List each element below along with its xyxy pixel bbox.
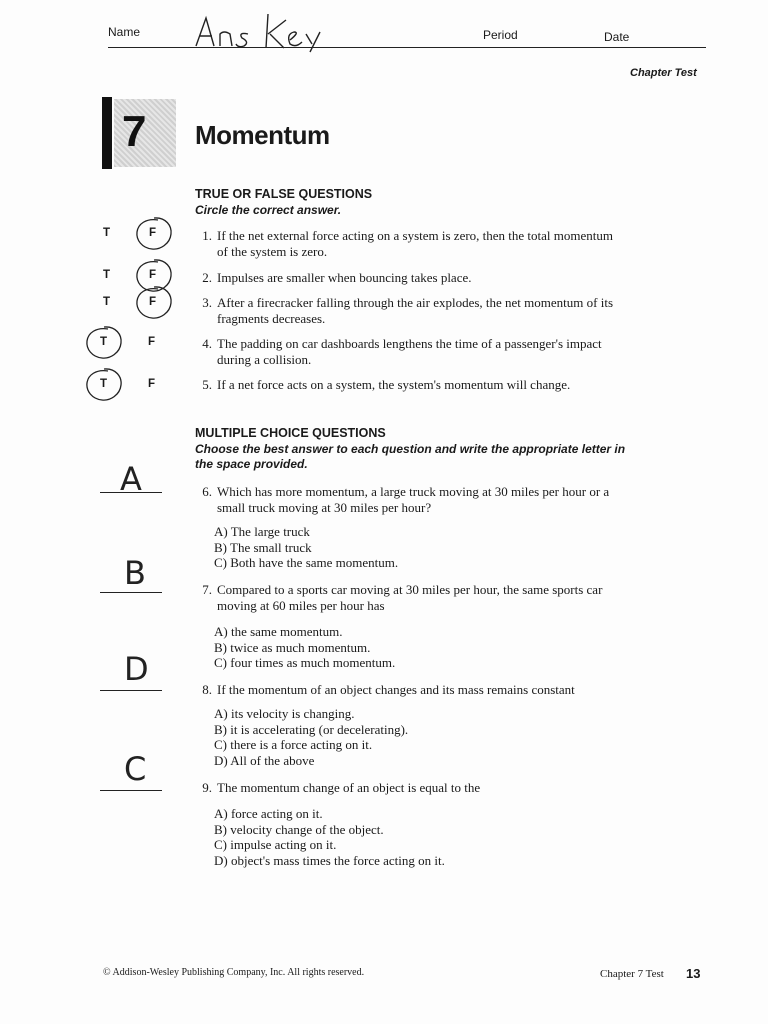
question-text	[217, 484, 609, 515]
question-text	[217, 336, 602, 367]
false-option[interactable]: F	[149, 296, 157, 308]
handwritten-answer: B	[124, 554, 146, 592]
question-line: After a firecracker falling through the air explodes, the net momentum of its	[217, 295, 613, 310]
question-line: The padding on car dashboards lengthens the time of a passenger's impact	[217, 336, 602, 351]
name-label: Name	[108, 25, 141, 39]
question-number: 3.	[202, 295, 212, 310]
question-line: If the net external force acting on a system is zero, then the total momentum	[217, 228, 614, 243]
true-option[interactable]: T	[100, 336, 108, 348]
question-number: 9.	[202, 780, 212, 795]
question-text	[217, 295, 613, 326]
answer-blank-line[interactable]	[100, 592, 162, 593]
chapter-number: 7	[122, 107, 147, 156]
handwritten-answer: C	[124, 750, 147, 788]
question-line: The momentum change of an object is equal to the	[217, 780, 481, 795]
question-line: Impulses are smaller when bouncing takes place.	[217, 270, 472, 285]
answer-option: C) there is a force acting on it.	[214, 737, 373, 752]
answer-options	[214, 706, 408, 768]
copyright: © Addison-Wesley Publishing Company, Inc. All rights reserved.	[103, 967, 365, 978]
true-option[interactable]: T	[103, 227, 111, 239]
false-option[interactable]: F	[148, 378, 156, 390]
question-number: 6.	[202, 484, 212, 499]
false-option[interactable]: F	[149, 269, 157, 281]
header-rule	[108, 47, 706, 48]
question-number: 8.	[202, 682, 212, 697]
question-text	[217, 780, 480, 796]
question-number: 2.	[202, 270, 212, 285]
answer-circle-icon	[82, 323, 126, 363]
answer-option: A) its velocity is changing.	[214, 706, 355, 721]
chapter-bar	[102, 97, 112, 169]
answer-option: A) The large truck	[214, 524, 310, 539]
footer-chapter-label: Chapter 7 Test	[600, 968, 664, 980]
question-line: moving at 60 miles per hour has	[217, 597, 385, 613]
question-number: 5.	[202, 377, 212, 392]
question-number: 7.	[202, 582, 212, 597]
question-line: If a net force acts on a system, the system's momentum will change.	[217, 377, 571, 392]
answer-option: B) velocity change of the object.	[214, 821, 384, 837]
handwritten-answer: D	[124, 650, 149, 688]
question-text	[217, 582, 602, 613]
false-option[interactable]: F	[149, 227, 157, 239]
answer-option: B) it is accelerating (or decelerating).	[214, 721, 409, 737]
answer-options	[214, 806, 445, 868]
answer-circle-icon	[132, 283, 176, 323]
tf-heading: TRUE OR FALSE QUESTIONS	[195, 187, 373, 201]
answer-option: C) four times as much momentum.	[214, 655, 396, 670]
date-label: Date	[604, 30, 630, 44]
question-number: 4.	[202, 336, 212, 351]
answer-option: D) object's mass times the force acting on it.	[214, 852, 445, 868]
question-text	[217, 270, 472, 286]
question-line: If the momentum of an object changes and its mass remains constant	[217, 682, 575, 697]
mc-heading: MULTIPLE CHOICE QUESTIONS	[195, 426, 386, 440]
page-number: 13	[686, 966, 701, 981]
chapter-number-block	[102, 97, 176, 169]
question-text	[217, 377, 570, 393]
question-number: 1.	[202, 228, 212, 243]
answer-blank-line[interactable]	[100, 790, 162, 791]
answer-option: D) All of the above	[214, 752, 315, 768]
answer-blank-line[interactable]	[100, 690, 162, 691]
answer-options	[214, 524, 398, 571]
question-line: of the system is zero.	[217, 243, 328, 259]
answer-option: B) The small truck	[214, 539, 312, 555]
answer-circle-icon	[132, 214, 176, 254]
question-line: Compared to a sports car moving at 30 miles per hour, the same sports car	[217, 582, 603, 597]
true-option[interactable]: T	[100, 378, 108, 390]
answer-option: C) Both have the same momentum.	[214, 555, 399, 570]
answer-option: B) twice as much momentum.	[214, 639, 371, 655]
page-title: Momentum	[195, 120, 330, 150]
question-text	[217, 228, 613, 259]
tf-instruction: Circle the correct answer.	[195, 203, 342, 217]
false-option[interactable]: F	[148, 336, 156, 348]
question-text	[217, 682, 575, 698]
chapter-tag: Chapter Test	[630, 67, 697, 79]
answer-option: A) the same momentum.	[214, 624, 343, 639]
answer-options	[214, 624, 395, 671]
answer-option: C) impulse acting on it.	[214, 837, 337, 852]
question-line: Which has more momentum, a large truck moving at 30 miles per hour or a	[217, 484, 610, 499]
true-option[interactable]: T	[103, 269, 111, 281]
true-option[interactable]: T	[103, 296, 111, 308]
question-line: fragments decreases.	[217, 310, 326, 326]
question-line: during a collision.	[217, 351, 312, 367]
handwritten-answer: A	[120, 460, 142, 498]
mc-instruction-line-1: Choose the best answer to each question and write the appropriate letter in	[195, 442, 626, 456]
answer-option: A) force acting on it.	[214, 806, 323, 821]
period-label: Period	[483, 28, 518, 42]
question-line: small truck moving at 30 miles per hour?	[217, 499, 432, 515]
mc-instruction-line-2: the space provided.	[195, 457, 308, 471]
answer-circle-icon	[82, 365, 126, 405]
